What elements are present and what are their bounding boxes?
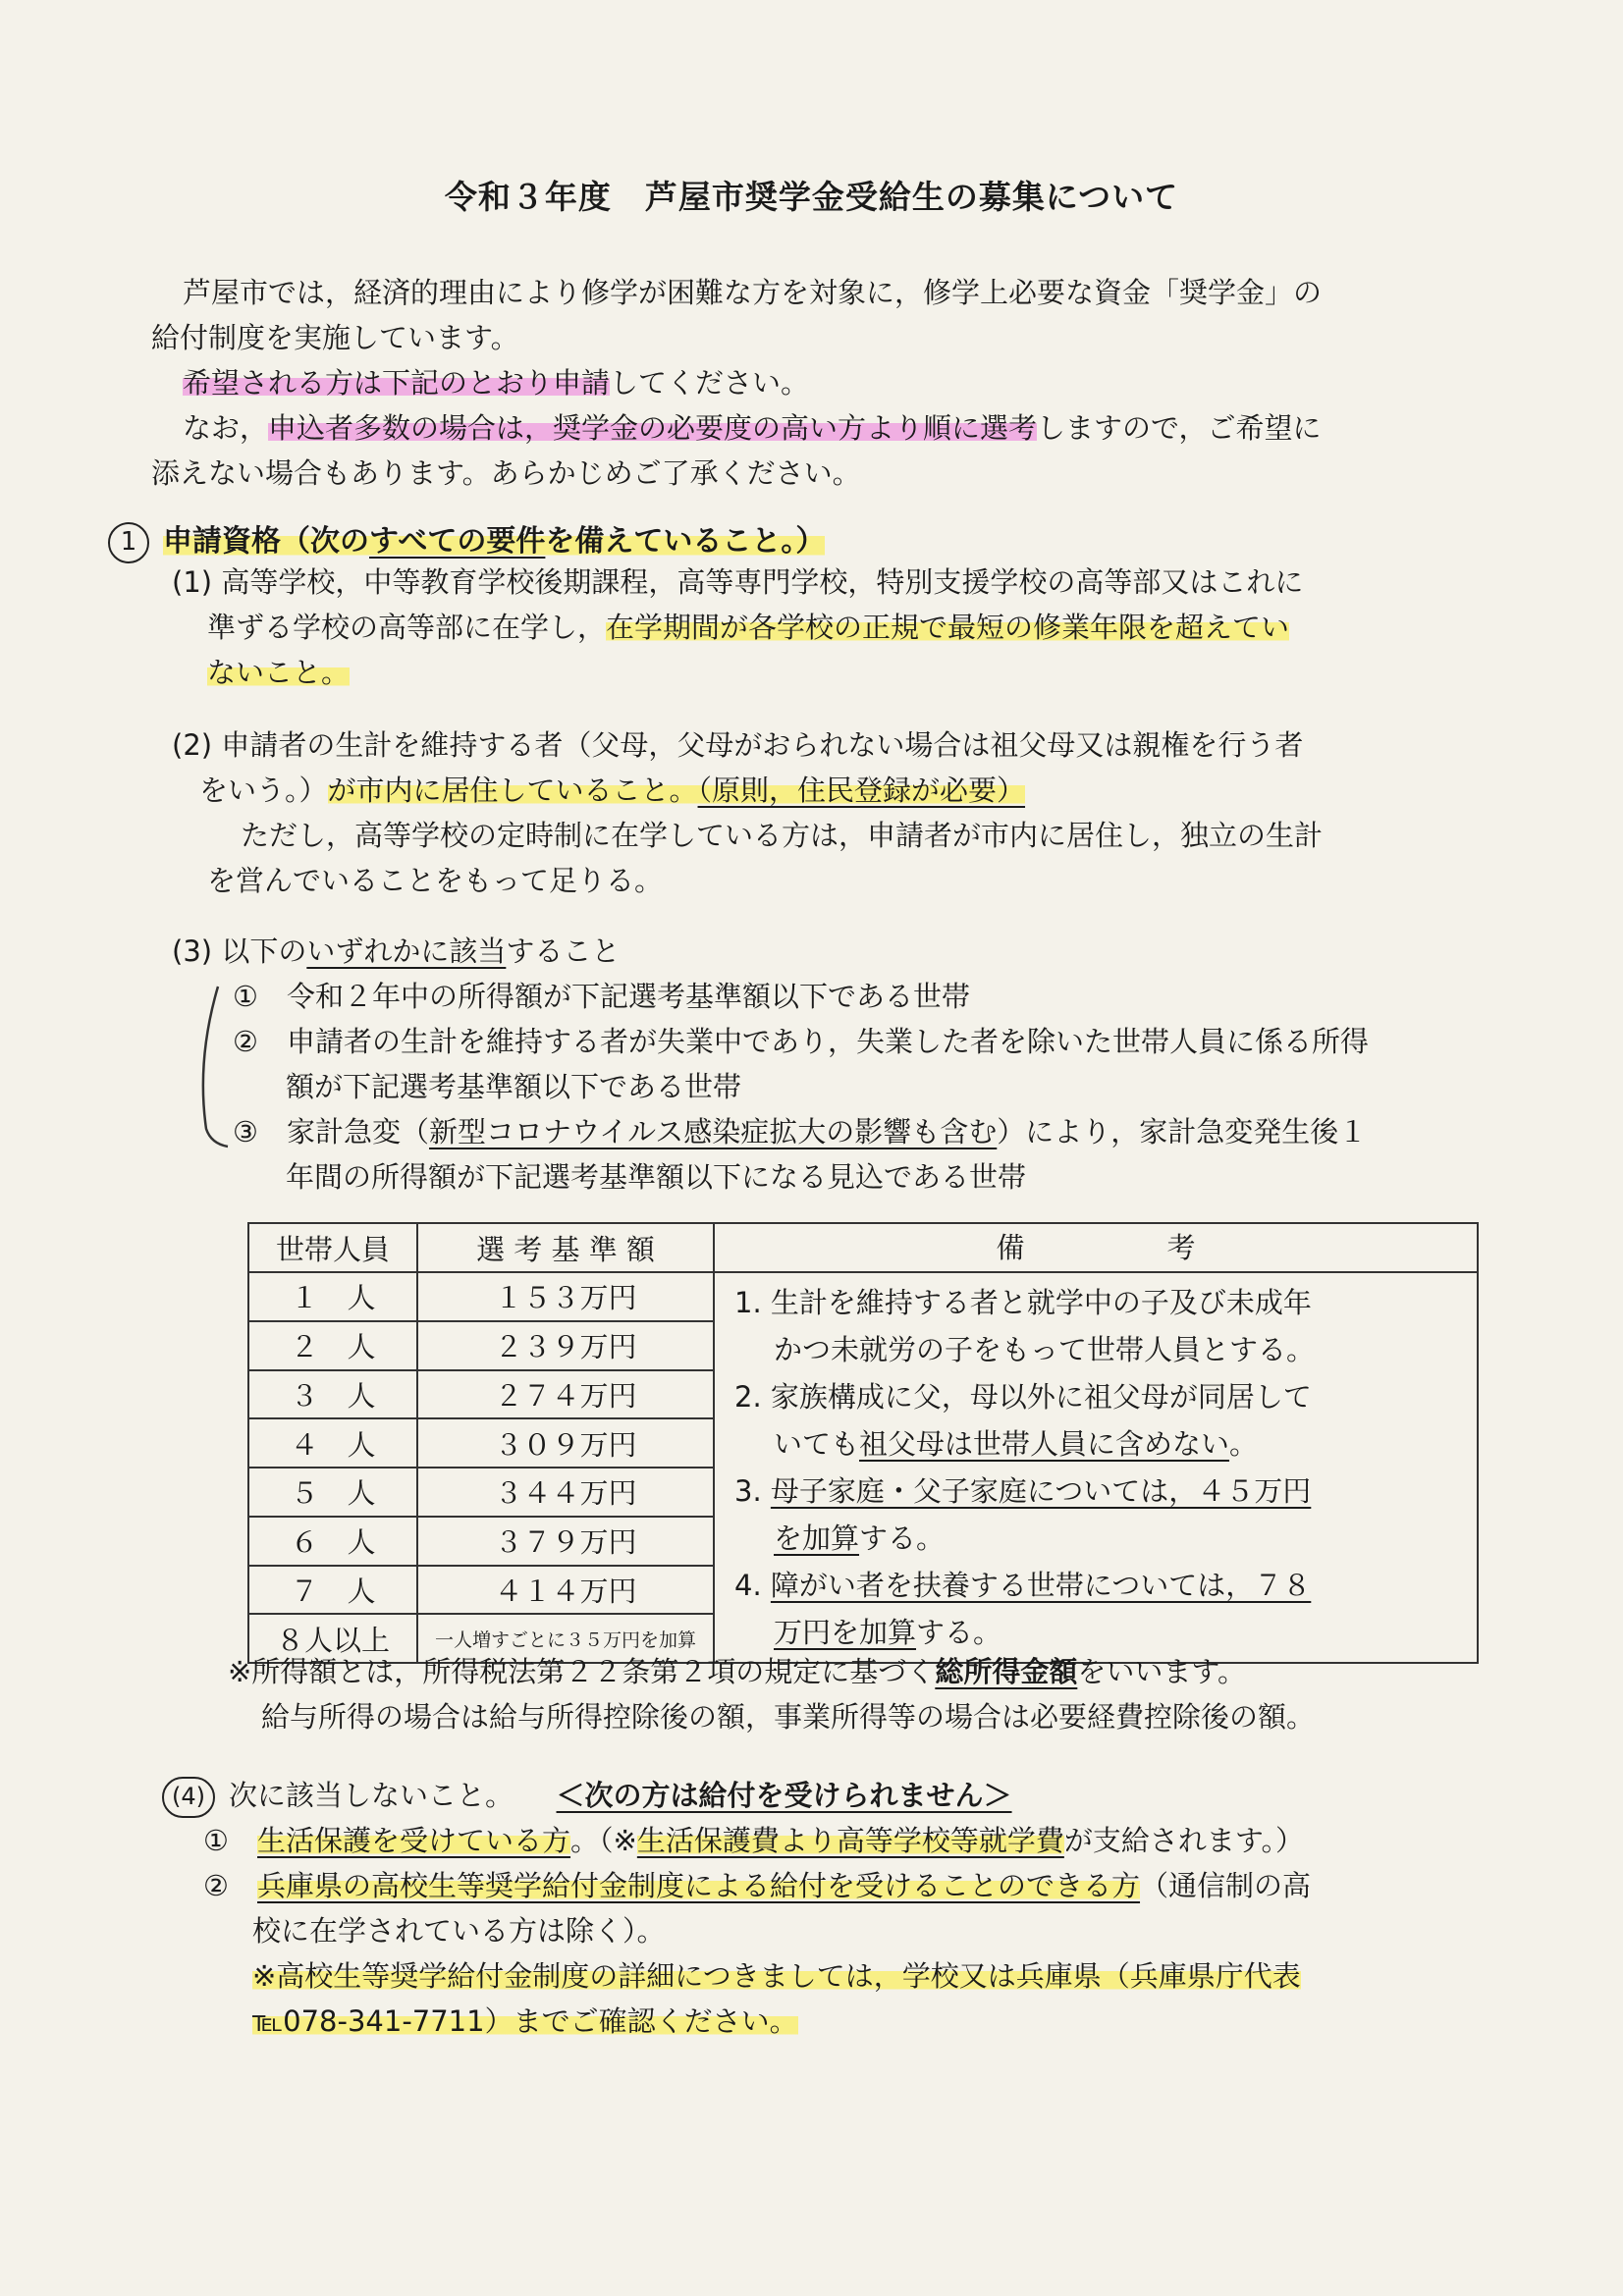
requirement-1-line-1	[172, 560, 1468, 605]
remark-4-mark: 4.	[734, 1569, 771, 1602]
remark-3-line-2	[734, 1515, 1457, 1562]
section-1-number: 1	[108, 522, 149, 563]
section-4-heading-text: 次に該当しないこと。	[229, 1779, 500, 1812]
requirement-3-heading-b: いずれかに該当	[306, 934, 507, 968]
intro-highlight-apply: 希望される方は下記のとおり申請	[183, 366, 611, 400]
remark-3-mark: 3.	[734, 1474, 771, 1508]
intro-line-5: 添えない場合もあります。あらかじめご了承ください。	[151, 456, 861, 490]
remark-2-line-2	[734, 1420, 1457, 1468]
remark-3	[734, 1468, 1457, 1515]
requirement-3-heading-c: すること	[506, 934, 621, 968]
exclusion-note-line-1	[162, 1953, 1497, 1999]
exclusion-2-line-2: 校に在学されている方は除く）。	[252, 1914, 666, 1948]
requirement-1-highlight: 在学期間が各学校の正規で最短の修業年限を超えてい	[606, 611, 1290, 644]
exclusion-2-prefecture: 兵庫県の高校生等奨学給付金制度による給付を受けることのできる方	[257, 1869, 1141, 1902]
requirement-3-label: (3)	[172, 934, 213, 968]
remark-2-line-2-a: いても	[774, 1427, 860, 1461]
table-header-household: 世帯人員	[248, 1223, 417, 1272]
threshold-amount: ３７９万円	[417, 1517, 714, 1566]
intro-line-3	[154, 360, 1450, 405]
intro-line-1: 芦屋市では，経済的理由により修学が困難な方を対象に，修学上必要な資金「奨学金」の	[183, 276, 1323, 309]
exclusion-1-mark: ①	[203, 1824, 229, 1857]
page-title: 令和３年度 芦屋市奨学金受給生の募集について	[444, 178, 1179, 216]
condition-3-line-2: 年間の所得額が下記選考基準額以下になる見込である世帯	[286, 1160, 1027, 1194]
condition-2	[172, 1019, 1507, 1064]
requirement-3	[172, 929, 1507, 1200]
section-1-heading	[108, 520, 825, 563]
requirement-1-label: (1)	[172, 565, 213, 599]
requirement-2-line-2	[172, 768, 1468, 813]
requirement-2	[172, 722, 1468, 903]
intro-line-4	[154, 405, 1450, 451]
household-size: ５ 人	[248, 1468, 417, 1517]
requirement-1-line-2-a: 準ずる学校の高等部に在学し，	[207, 611, 607, 644]
requirement-2-line-1-text: 申請者の生計を維持する者（父母，父母がおられない場合は祖父母又は親権を行う者	[221, 728, 1304, 762]
requirement-1-line-1-text: 高等学校，中等教育学校後期課程，高等専門学校，特別支援学校の高等部又はこれに	[221, 565, 1304, 599]
income-note-line-1	[228, 1649, 1504, 1694]
threshold-amount: １５３万円	[417, 1272, 714, 1321]
section-1-heading-c: を備えていること。）	[545, 524, 826, 559]
intro-line-4-a: なお，	[183, 411, 269, 445]
condition-2-line-2: 額が下記選考基準額以下である世帯	[286, 1070, 742, 1103]
exclusion-2-mark: ②	[203, 1869, 229, 1902]
income-note-total: 総所得金額	[935, 1655, 1078, 1688]
remark-4-line-2-end: する。	[916, 1616, 1002, 1649]
requirement-3-heading-a: 以下の	[221, 934, 307, 968]
exclusion-note-line-1-text: ※高校生等奨学給付金制度の詳細につきましては，学校又は兵庫県（兵庫県庁代表	[252, 1959, 1301, 1993]
remark-3-line-2-end: する。	[859, 1522, 946, 1555]
section-4-number: (4)	[162, 1777, 215, 1818]
intro-line-3-rest: してください。	[610, 366, 810, 400]
exclusion-note-line-2-text: ℡078-341-7711）までご確認ください。	[252, 2004, 798, 2038]
requirement-2-line-1	[172, 722, 1468, 768]
requirement-1-line-2	[172, 605, 1468, 650]
table-header-threshold: 選 考 基 準 額	[417, 1223, 714, 1272]
household-size: ２ 人	[248, 1321, 417, 1370]
exclusion-note-line-2	[162, 1999, 1497, 2044]
income-threshold-table	[247, 1222, 1479, 1664]
remark-4-add: 万円を加算	[774, 1616, 917, 1649]
remark-4	[734, 1562, 1457, 1609]
requirement-2-line-3: ただし，高等学校の定時制に在学している方は，申請者が市内に居住し，独立の生計	[241, 819, 1324, 852]
requirement-1-line-3-text: ないこと。	[207, 656, 351, 689]
household-size: ３ 人	[248, 1370, 417, 1419]
threshold-amount: ４１４万円	[417, 1566, 714, 1615]
intro-line-4-rest: しますので，ご希望に	[1037, 411, 1322, 445]
threshold-amount: 一人増すごとに３５万円を加算	[417, 1614, 714, 1663]
requirement-2-line-4: を営んでいることをもって足りる。	[207, 864, 664, 897]
exclusion-2-b: （通信制の高	[1140, 1869, 1312, 1902]
household-size: ４ 人	[248, 1418, 417, 1468]
threshold-amount: ３４４万円	[417, 1468, 714, 1517]
condition-3-covid-note: 新型コロナウイルス感染症拡大の影響も含む	[429, 1115, 998, 1148]
exclusion-2	[162, 1863, 1497, 1908]
requirement-2-line-2-a: をいう。）	[199, 774, 328, 807]
requirement-1	[172, 560, 1468, 695]
remark-4-underline: 障がい者を扶養する世帯については，７８	[770, 1569, 1312, 1602]
intro-paragraph	[151, 270, 1450, 496]
table-header-row	[248, 1223, 1478, 1272]
exclusion-1-welfare-fund: 生活保護費より高等学校等就学費	[636, 1824, 1064, 1857]
table-header-remarks: 備 考	[714, 1223, 1478, 1272]
income-note-line-1-c: をいいます。	[1077, 1655, 1247, 1688]
remark-1-line-2: かつ未就労の子をもって世帯人員とする。	[774, 1333, 1316, 1366]
exclusion-1-b: 。（※	[570, 1824, 637, 1857]
condition-2-mark: ②	[233, 1025, 258, 1058]
table-row	[248, 1272, 1478, 1321]
household-size: ７ 人	[248, 1566, 417, 1615]
section-4-heading	[162, 1773, 1497, 1818]
household-size: １ 人	[248, 1272, 417, 1321]
condition-3	[172, 1109, 1507, 1154]
requirement-1-line-3	[172, 650, 1468, 695]
requirement-3-heading	[172, 929, 1507, 974]
threshold-amount: ２３９万円	[417, 1321, 714, 1370]
exclusion-1	[162, 1818, 1497, 1863]
intro-line-2: 給付制度を実施しています。	[151, 321, 519, 354]
section-1-heading-a: 申請資格（次の	[163, 524, 369, 559]
threshold-amount: ３０９万円	[417, 1418, 714, 1468]
income-definition-note	[228, 1649, 1504, 1739]
remark-1: 1. 生計を維持する者と就学中の子及び未成年	[734, 1286, 1312, 1319]
remarks-cell	[714, 1272, 1478, 1663]
exclusion-1-welfare: 生活保護を受けている方	[257, 1824, 571, 1857]
condition-3-line-1-c: ）により，家計急変発生後１	[997, 1115, 1368, 1148]
income-note-line-2: 給与所得の場合は給与所得控除後の額，事業所得等の場合は必要経費控除後の額。	[261, 1700, 1316, 1734]
requirement-2-label: (2)	[172, 728, 213, 762]
remark-3-add: を加算	[774, 1522, 860, 1555]
section-1-heading-b: すべての要件	[369, 524, 546, 559]
requirement-2-highlight: が市内に居住していること。	[327, 774, 698, 807]
income-note-line-1-a: ※所得額とは，所得税法第２２条第２項の規定に基づく	[228, 1655, 936, 1688]
condition-3-mark: ③	[233, 1115, 258, 1148]
condition-1	[172, 974, 1507, 1019]
condition-2-line-1: 申請者の生計を維持する者が失業中であり，失業した者を除いた世帯人員に係る所得	[287, 1025, 1370, 1058]
condition-3-line-1-a: 家計急変（	[287, 1115, 430, 1148]
exclusion-1-d: が支給されます。）	[1063, 1824, 1305, 1857]
condition-1-mark: ①	[233, 980, 258, 1013]
section-4-notice: ＜次の方は給付を受けられません＞	[556, 1779, 1012, 1812]
remark-2: 2. 家族構成に父，母以外に祖父母が同居して	[734, 1380, 1312, 1414]
remark-2-underline: 祖父母は世帯人員に含めない	[859, 1427, 1230, 1461]
requirement-2-residency-note: （原則，住民登録が必要）	[697, 774, 1026, 807]
intro-highlight-selection: 申込者多数の場合は，奨学金の必要度の高い方より順に選考	[268, 411, 1038, 445]
remark-3-underline: 母子家庭・父子家庭については，４５万円	[770, 1474, 1312, 1508]
remark-2-line-2-c: 。	[1229, 1427, 1259, 1461]
threshold-amount: ２７４万円	[417, 1370, 714, 1419]
household-size: ８人以上	[248, 1614, 417, 1663]
section-4	[162, 1773, 1497, 2044]
condition-1-text: 令和２年中の所得額が下記選考基準額以下である世帯	[287, 980, 971, 1013]
household-size: ６ 人	[248, 1517, 417, 1566]
